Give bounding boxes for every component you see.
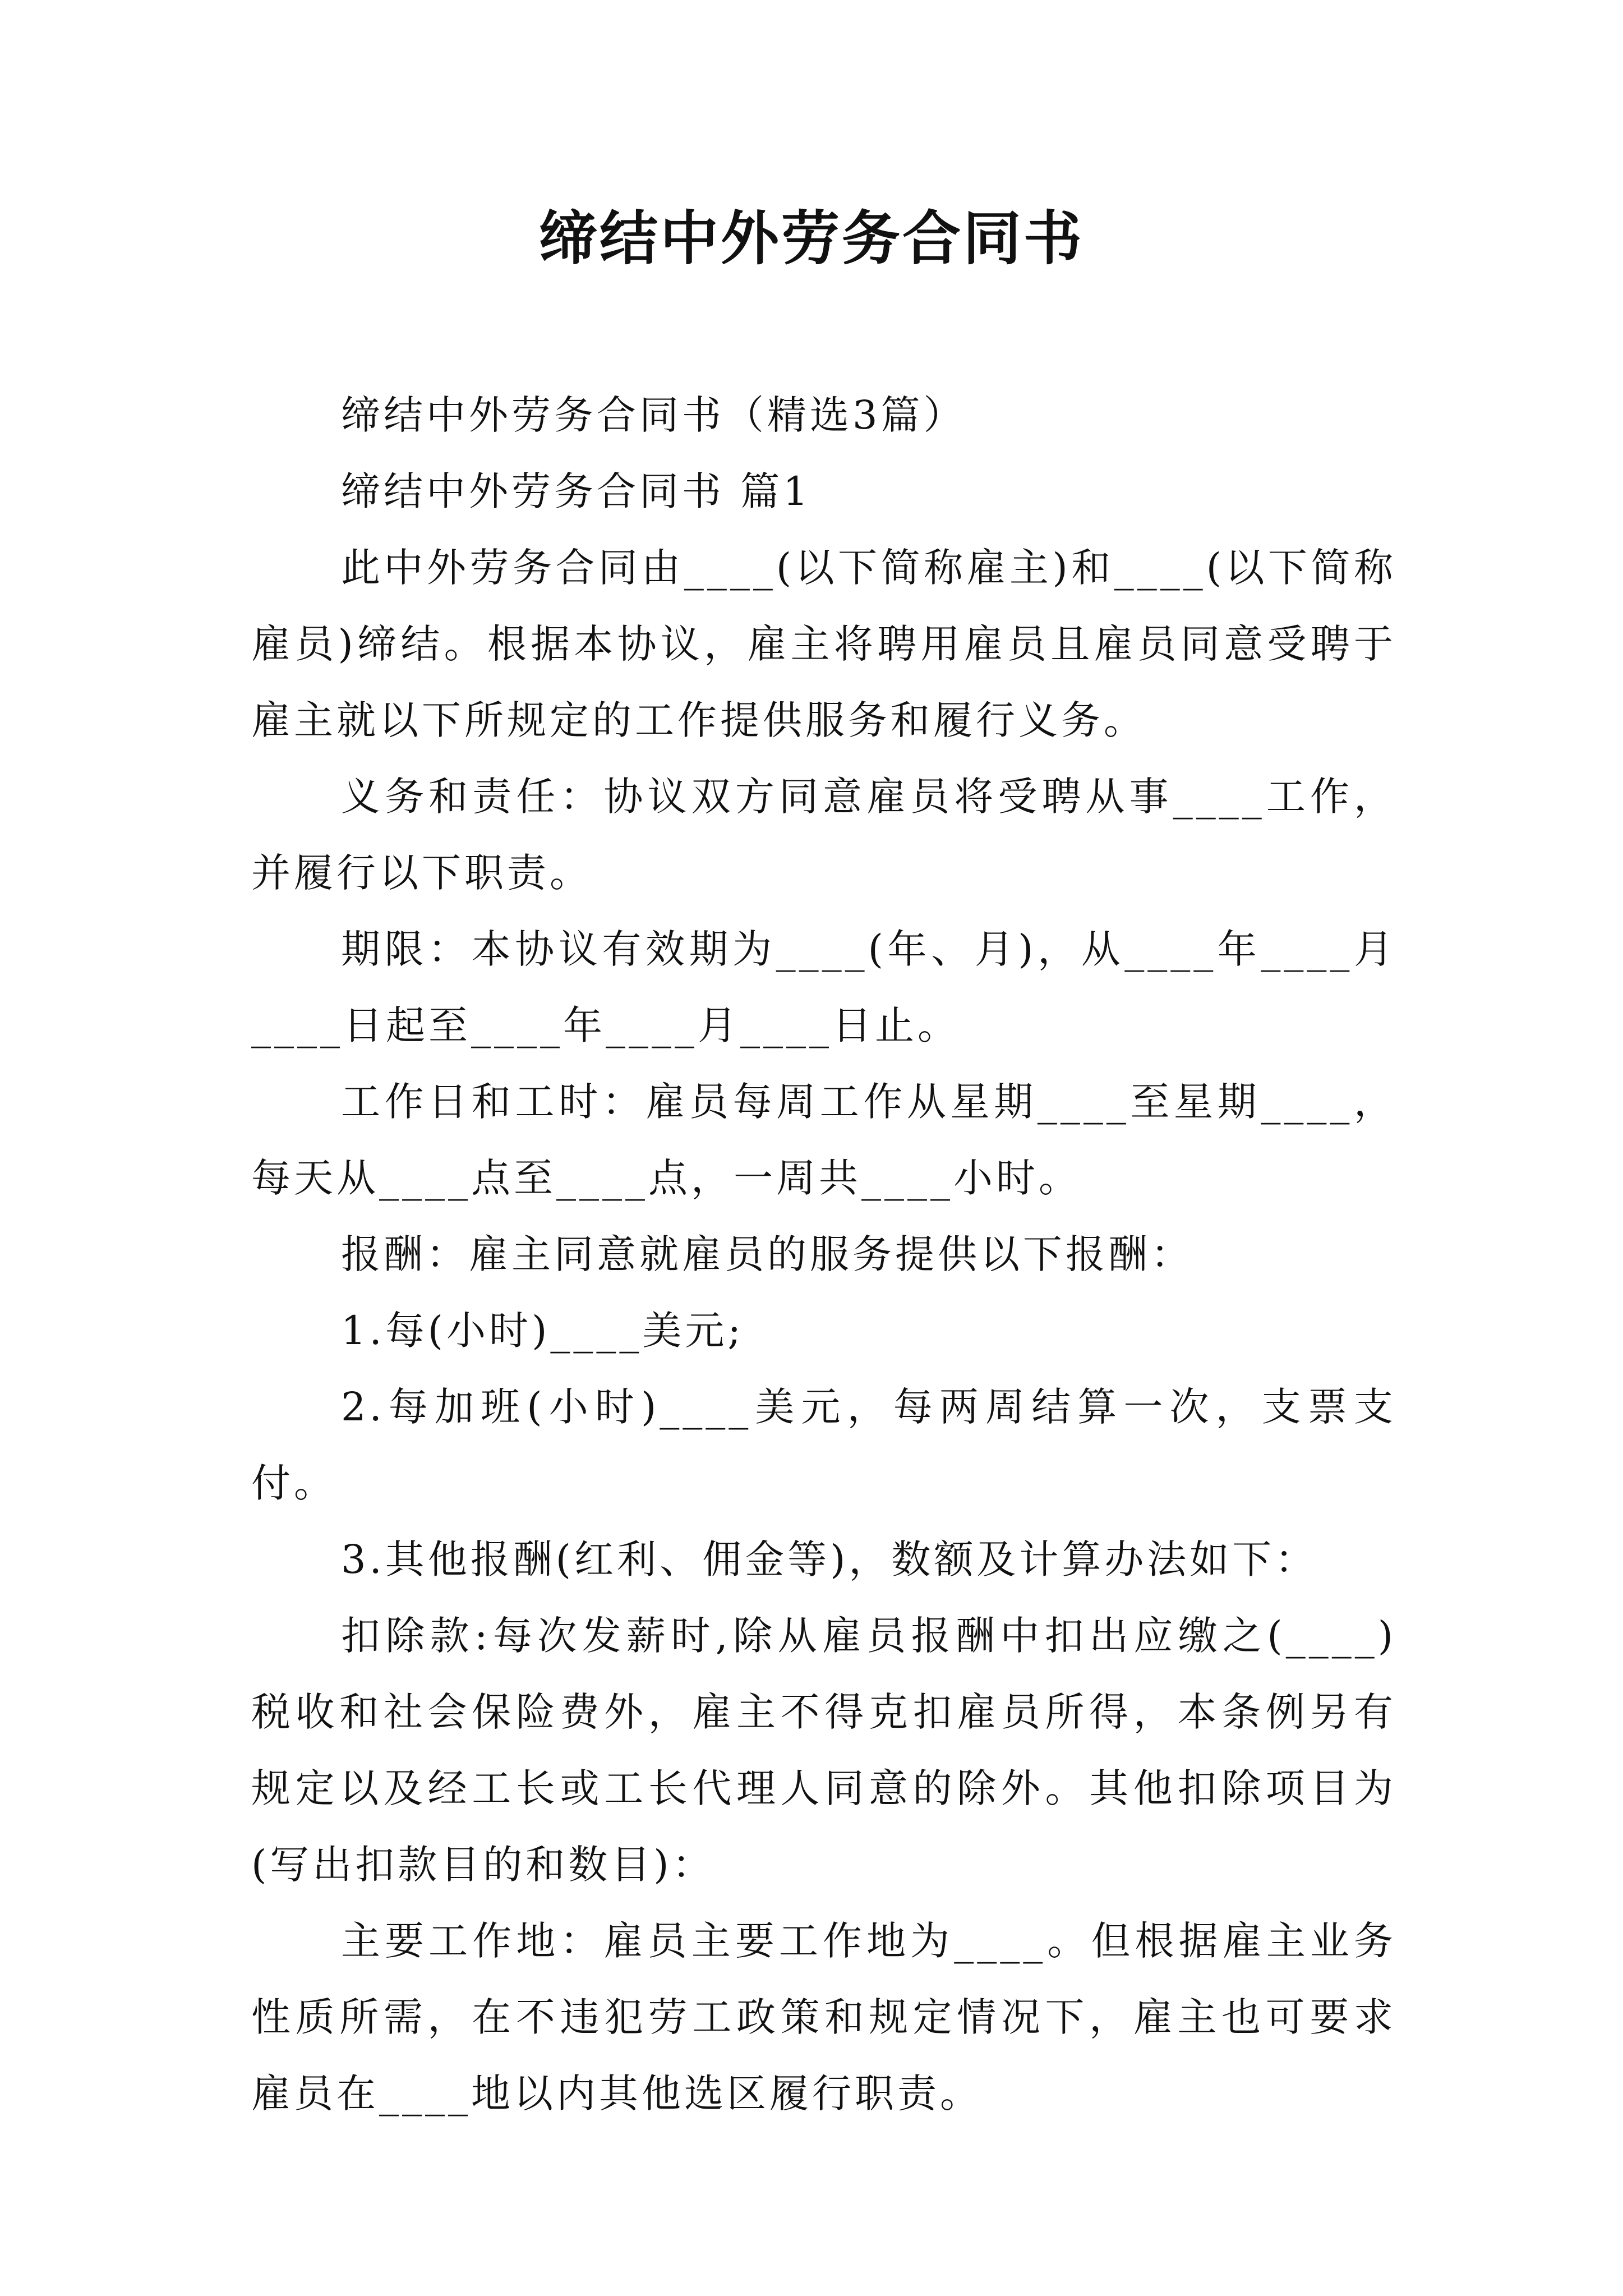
paragraph-remuneration-item-1: 1.每(小时)____美元; [341, 1308, 744, 1354]
paragraph-remuneration-item-2: 2.每加班(小时)____美元，每两周结算一次，支票支付。 [251, 1384, 1396, 1506]
paragraph-parties: 此中外劳务合同由____(以下简称雇主)和____(以下简称雇员)缔结。根据本协议，雇主将聘用雇员且雇员同意受聘于雇主就以下所规定的工作提供服务和履行义务。 [251, 545, 1396, 743]
paragraph-term: 期限：本协议有效期为____(年、月)，从____年____月____日起至____年____月____日止。 [251, 926, 1396, 1048]
paragraph-remuneration-item-3: 3.其他报酬(红利、佣金等)，数额及计算办法如下： [341, 1536, 1318, 1582]
document-body [251, 377, 1396, 2132]
document-title: 缔结中外劳务合同书 [538, 204, 1084, 273]
paragraph-working-hours: 工作日和工时：雇员每周工作从星期____至星期____，每天从____点至____点，一周共____小时。 [251, 1079, 1396, 1201]
paragraph-duties: 义务和责任：协议双方同意雇员将受聘从事____工作，并履行以下职责。 [251, 774, 1396, 896]
paragraph-section-heading: 缔结中外劳务合同书 篇1 [341, 468, 811, 514]
paragraph-work-location: 主要工作地：雇员主要工作地为____。但根据雇主业务性质所需，在不违犯劳工政策和规定情况下，雇主也可要求雇员在____地以内其他选区履行职责。 [251, 1918, 1396, 2116]
paragraph-remuneration: 报酬：雇主同意就雇员的服务提供以下报酬： [341, 1231, 1193, 1277]
paragraph-deductions: 扣除款:每次发薪时,除从雇员报酬中扣出应缴之(____)税收和社会保险费外，雇主不得克扣雇员所得，本条例另有规定以及经工长或工长代理人同意的除外。其他扣除项目为(写出扣款目的和数目)： [251, 1613, 1396, 1888]
paragraph-subtitle: 缔结中外劳务合同书（精选3篇） [341, 392, 966, 438]
